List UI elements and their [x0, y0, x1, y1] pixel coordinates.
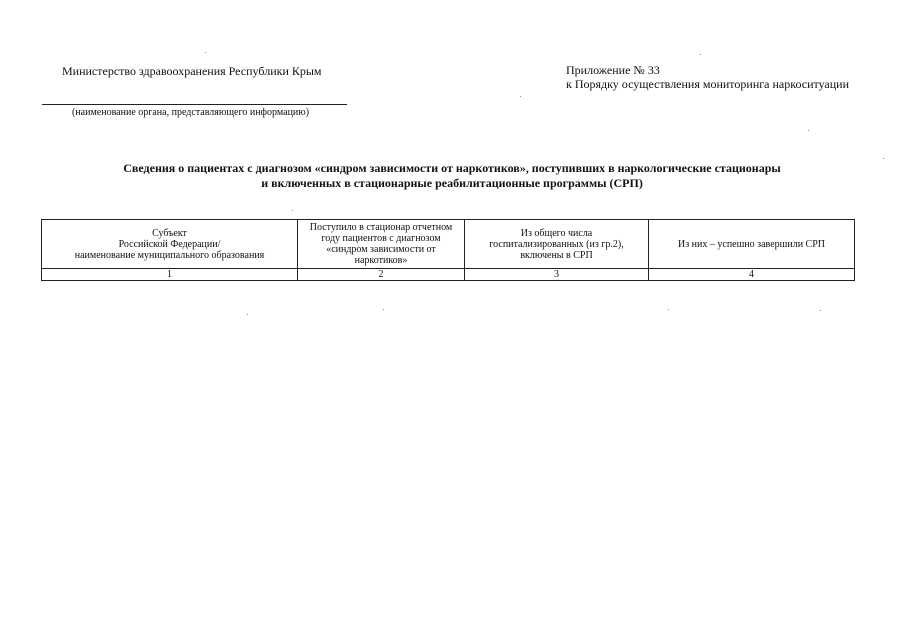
report-table — [41, 219, 855, 281]
header-line: Субъект — [152, 227, 187, 239]
scan-speck — [205, 52, 206, 53]
scan-speck — [520, 96, 521, 97]
scan-speck — [247, 314, 248, 315]
column-number-row — [42, 269, 855, 281]
header-line: Из них – успешно завершили СРП — [678, 238, 825, 250]
scan-speck — [668, 309, 669, 310]
header-line: наркотиков» — [354, 255, 408, 266]
organization-signature-line — [42, 104, 347, 105]
scan-speck — [700, 54, 701, 55]
column-number-2: 2 — [298, 269, 465, 281]
header-line: госпитализированных (из гр.2), — [489, 238, 624, 250]
header-line: «синдром зависимости от — [326, 244, 436, 255]
header-line: наименование муниципального образования — [74, 249, 265, 261]
table-header-row — [42, 220, 855, 269]
appendix-reference: к Порядку осуществления мониторинга наркоситуации — [566, 77, 850, 91]
column-header-included-srp — [465, 220, 649, 269]
ministry-name: Министерство здравоохранения Республики Крым — [62, 64, 322, 78]
scan-speck — [292, 210, 293, 211]
header-line: Российской Федерации/ — [118, 238, 221, 250]
header-line: году пациентов с диагнозом — [321, 233, 441, 244]
column-number-3: 3 — [465, 269, 649, 281]
appendix-number: Приложение № 33 — [566, 63, 660, 77]
column-header-admitted — [298, 220, 465, 269]
scan-speck — [883, 158, 884, 159]
title-line-2: и включенных в стационарные реабилитационные программы (СРП) — [261, 176, 643, 190]
column-number-4: 4 — [649, 269, 855, 281]
header-line: Из общего числа — [520, 227, 593, 239]
appendix-block — [566, 63, 849, 91]
column-header-completed-srp — [649, 220, 855, 269]
scan-speck — [383, 309, 384, 310]
scan-speck — [808, 130, 809, 131]
column-number-1: 1 — [42, 269, 298, 281]
column-header-subject — [42, 220, 298, 269]
title-line-1: Сведения о пациентах с диагнозом «синдром зависимости от наркотиков», поступивших в наркологические стационары — [123, 161, 781, 175]
organization-caption: (наименование органа, представляющего информацию) — [72, 107, 310, 118]
scan-speck — [820, 310, 821, 311]
document-title — [0, 161, 904, 191]
header-line: включены в СРП — [520, 249, 593, 261]
header-line: Поступило в стационар отчетном — [309, 222, 453, 233]
